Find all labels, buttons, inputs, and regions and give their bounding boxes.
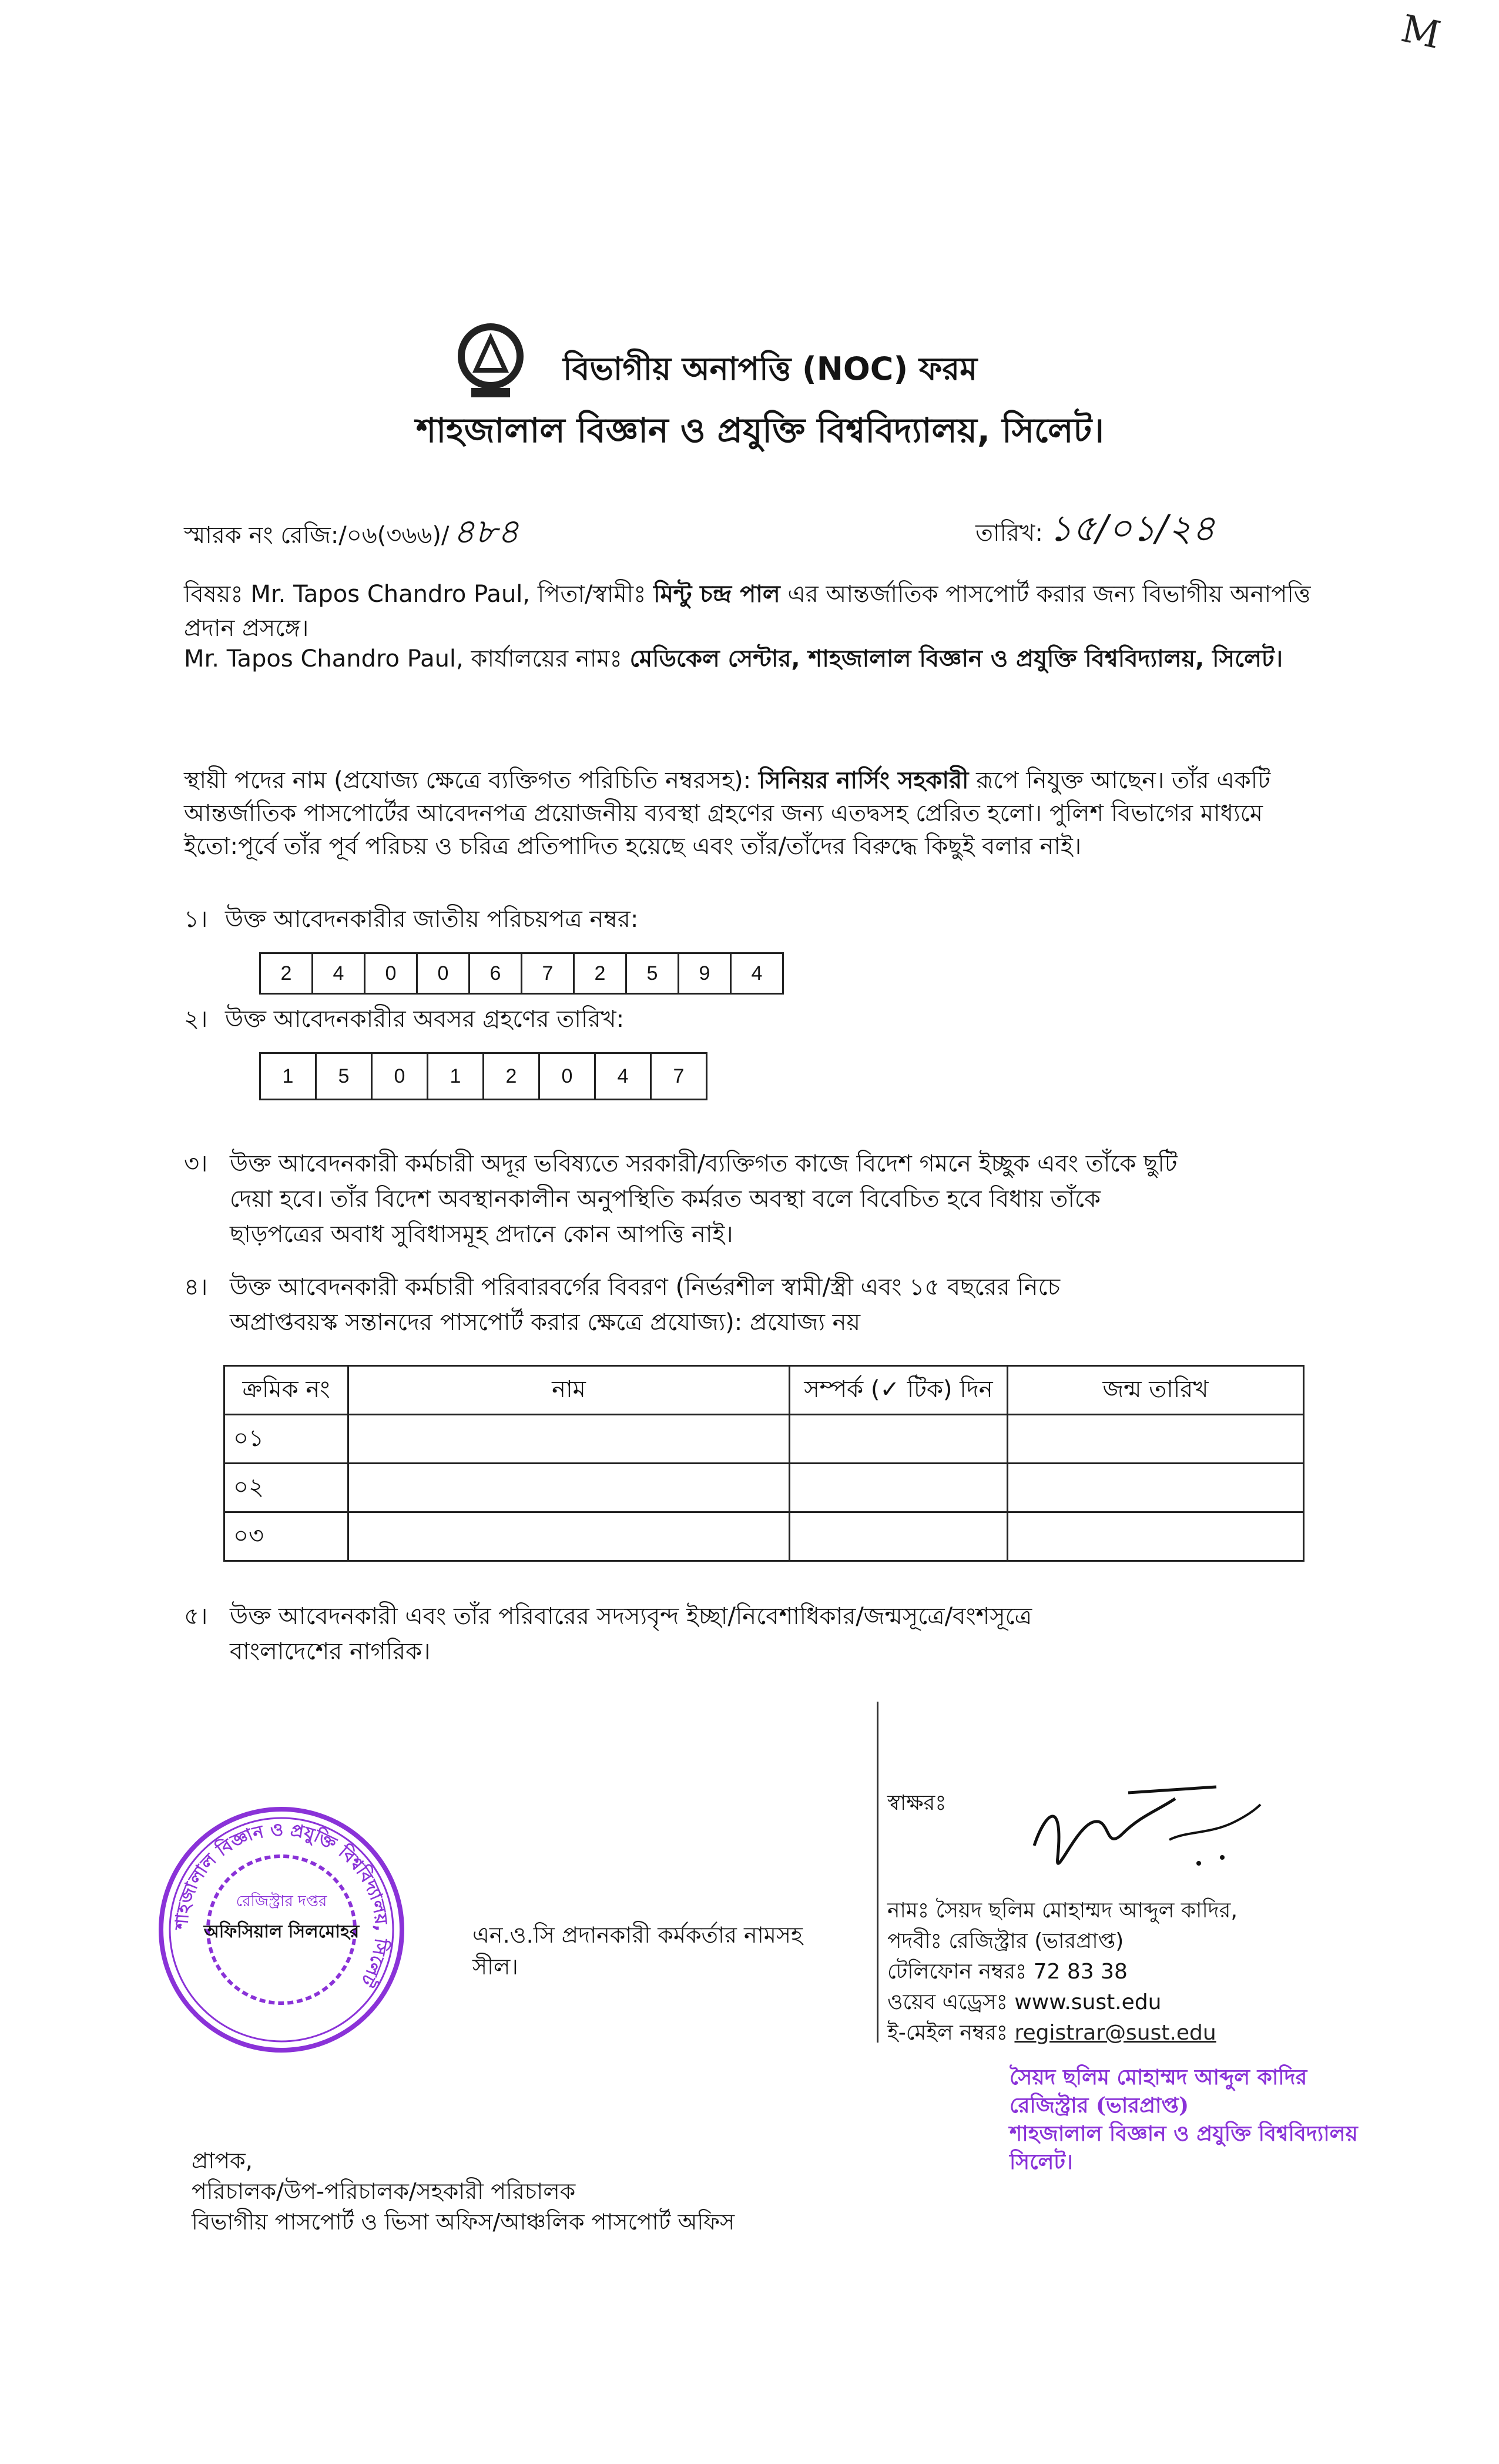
- stamp-line: শাহজালাল বিজ্ঞান ও প্রযুক্তি বিশ্ববিদ্যালয়: [1010, 2121, 1358, 2146]
- recipient-line: প্রাপক,: [192, 2148, 253, 2174]
- family-details-table: [223, 1365, 1305, 1562]
- nid-number-boxes: [261, 952, 784, 995]
- retirement-digit: 2: [482, 1052, 540, 1100]
- table-cell: [790, 1464, 1008, 1512]
- retirement-digit: 4: [594, 1052, 652, 1100]
- university-name: শাহজালাল বিজ্ঞান ও প্রযুক্তি বিশ্ববিদ্যালয়, সিলেট।: [416, 410, 1104, 450]
- date-field: [975, 501, 1215, 561]
- nid-digit: 0: [416, 952, 470, 995]
- recipient-line: বিভাগীয় পাসপোর্ট ও ভিসা অফিস/আঞ্চলিক পাসপোর্ট অফিস: [192, 2209, 735, 2235]
- nid-digit: 0: [364, 952, 418, 995]
- item-4: [184, 1270, 1300, 1340]
- recipient-block: [192, 2145, 735, 2237]
- office-name: মেডিকেল সেন্টার, শাহজালাল বিজ্ঞান ও প্রযুক্তি বিশ্ববিদ্যালয়, সিলেট।: [629, 645, 1283, 672]
- item-4-line-1: উক্ত আবেদনকারী কর্মচারী পরিবারবর্গের বিবরণ (নির্ভরশীল স্বামী/স্ত্রী এবং ১৫ বছরের নিচে: [230, 1274, 1061, 1301]
- stamp-line: রেজিস্ট্রার (ভারপ্রাপ্ত): [1010, 2093, 1189, 2118]
- nid-digit: 4: [311, 952, 365, 995]
- item-3-line-3: ছাড়পত্রের অবাধ সুবিধাসমূহ প্রদানে কোন আপত্তি নাই।: [230, 1221, 733, 1248]
- retirement-date-boxes: [261, 1052, 707, 1100]
- retirement-digit: 5: [315, 1052, 373, 1100]
- father-name: মিন্টু চন্দ্র পাল: [653, 581, 780, 608]
- recipient-line: পরিচালক/উপ-পরিচালক/সহকারী পরিচালক: [192, 2178, 576, 2204]
- table-cell: ০২: [224, 1464, 348, 1512]
- item-3: [184, 1146, 1300, 1252]
- item-1-number: ১।: [184, 906, 208, 933]
- table-cell: [1008, 1415, 1304, 1464]
- email-link[interactable]: registrar@sust.edu: [1014, 2021, 1216, 2045]
- office-line: [184, 642, 1312, 676]
- stamp-line: সৈয়দ ছলিম মোহাম্মদ আব্দুল কাদির: [1010, 2065, 1307, 2090]
- signatory-details: [887, 1896, 1238, 2048]
- table-cell: [1008, 1464, 1304, 1512]
- column-header: জন্ম তারিখ: [1008, 1366, 1304, 1415]
- designation-stamp: [1010, 2063, 1358, 2176]
- office-prefix: Mr. Tapos Chandro Paul, কার্যালয়ের নামঃ: [184, 645, 630, 672]
- table-cell: [348, 1464, 790, 1512]
- seal-ring-text: শাহজালাল বিজ্ঞান ও প্রযুক্তি বিশ্ববিদ্যালয়, সিলেট: [171, 1819, 392, 1990]
- email-row: [887, 2018, 1238, 2048]
- body-prefix: স্থায়ী পদের নাম (প্রযোজ্য ক্ষেত্রে ব্যক্তিগত পরিচিতি নম্বরসহ):: [184, 767, 759, 794]
- table-cell: ০৩: [224, 1512, 348, 1561]
- table-header-row: [224, 1366, 1304, 1415]
- memo-number: [184, 505, 519, 563]
- nid-digit: 6: [468, 952, 522, 995]
- item-2: [184, 1002, 624, 1037]
- column-header: সম্পর্ক (✓ টিক) দিন: [790, 1366, 1008, 1415]
- column-header: ক্রমিক নং: [224, 1366, 348, 1415]
- signatory-designation: পদবীঃ রেজিস্ট্রার (ভারপ্রাপ্ত): [887, 1929, 1124, 1953]
- corner-page-mark: M: [1397, 6, 1444, 58]
- signature-label: স্বাক্ষরঃ: [887, 1791, 947, 1815]
- item-5-line-2: বাংলাদেশের নাগরিক।: [230, 1638, 431, 1665]
- subject-line: [184, 577, 1312, 645]
- nid-digit: 9: [678, 952, 732, 995]
- item-3-line-1: উক্ত আবেদনকারী কর্মচারী অদূর ভবিষ্যতে সরকারী/ব্যক্তিগত কাজে বিদেশ গমনে ইচ্ছুক এবং তাঁকে ছুটি: [230, 1150, 1178, 1177]
- body-paragraph: [184, 764, 1312, 863]
- table-row: [224, 1464, 1304, 1512]
- date-label: তারিখ:: [975, 520, 1043, 547]
- item-3-line-2: দেয়া হবে। তাঁর বিদেশ অবস্থানকালীন অনুপস্থিতি কর্মরত অবস্থা বলে বিবেচিত হবে বিধায় তাঁকে: [230, 1186, 1101, 1213]
- university-logo-icon: [455, 319, 527, 400]
- item-4-number: ৪।: [184, 1274, 208, 1301]
- vertical-divider: [877, 1702, 878, 2043]
- seal-caption: এন.ও.সি প্রদানকারী কর্মকর্তার নামসহ সীল।: [472, 1922, 803, 1980]
- retirement-digit: 0: [371, 1052, 428, 1100]
- table-row: [224, 1415, 1304, 1464]
- subject-prefix: বিষয়ঃ Mr. Tapos Chandro Paul, পিতা/স্বামীঃ: [184, 581, 654, 608]
- table-cell: [348, 1512, 790, 1561]
- nid-digit: 2: [259, 952, 313, 995]
- retirement-digit: 1: [259, 1052, 317, 1100]
- item-3-number: ৩।: [184, 1150, 208, 1177]
- nid-digit: 2: [573, 952, 627, 995]
- body-suffix: রূপে নিযুক্ত আছেন। তাঁর একটি আন্তর্জাতিক পাসপোর্টের আবেদনপত্র প্রয়োজনীয় ব্যবস্থা গ্রহণের জন্য এতদ্বসহ প্রেরিত হলো। পুলিশ বিভাগের মাধ্যমে ইতো:পূর্বে তাঁর পূর্ব পরিচয় ও চরিত্র প্রতিপাদিত হয়েছে এবং তাঁর/তাঁদের বিরুদ্ধে কিছুই বলার নাই।: [184, 767, 1271, 860]
- retirement-digit: 0: [538, 1052, 596, 1100]
- official-seal-icon: [155, 1803, 408, 2056]
- signatory-name: নামঃ সৈয়দ ছলিম মোহাম্মদ আব্দুল কাদির,: [887, 1899, 1238, 1923]
- item-1: [184, 902, 638, 937]
- nid-digit: 5: [625, 952, 679, 995]
- column-header: নাম: [348, 1366, 790, 1415]
- memo-handwritten-number: ৪৮৪: [452, 511, 519, 551]
- seal-inner-text: রেজিস্ট্রার দপ্তর: [236, 1893, 327, 1910]
- handwritten-signature-icon: [1022, 1775, 1269, 1899]
- table-cell: [790, 1512, 1008, 1561]
- item-5: [184, 1599, 1300, 1669]
- email-label: ই-মেইল নম্বরঃ: [887, 2021, 1015, 2045]
- nid-digit: 4: [730, 952, 784, 995]
- memo-label: স্মারক নং রেজি:/০৬(৩৬৬)/: [184, 522, 450, 549]
- item-5-number: ৫।: [184, 1603, 208, 1630]
- nid-digit: 7: [521, 952, 575, 995]
- seal-label: অফিসিয়াল সিলমোহর: [203, 1921, 360, 1942]
- stamp-line: সিলেট।: [1010, 2150, 1073, 2174]
- item-2-number: ২।: [184, 1006, 208, 1033]
- subject-suffix: এর আন্তর্জাতিক পাসপোর্ট করার জন্য বিভাগীয় অনাপত্তি প্রদান প্রসঙ্গে।: [184, 581, 1311, 642]
- website: ওয়েব এড্রেসঃ www.sust.edu: [887, 1990, 1162, 2014]
- table-row: [224, 1512, 1304, 1561]
- post-name: সিনিয়র নার্সিং সহকারী: [758, 767, 969, 794]
- retirement-digit: 1: [427, 1052, 484, 1100]
- table-cell: ০১: [224, 1415, 348, 1464]
- table-cell: [790, 1415, 1008, 1464]
- table-cell: [1008, 1512, 1304, 1561]
- retirement-digit: 7: [650, 1052, 707, 1100]
- table-cell: [348, 1415, 790, 1464]
- form-title: বিভাগীয় অনাপত্তি (NOC) ফরম: [563, 350, 978, 387]
- item-1-label: উক্ত আবেদনকারীর জাতীয় পরিচয়পত্র নম্বর:: [225, 906, 639, 933]
- telephone: টেলিফোন নম্বরঃ 72 83 38: [887, 1960, 1128, 1984]
- item-4-line-2: অপ্রাপ্তবয়স্ক সন্তানদের পাসপোর্ট করার ক্ষেত্রে প্রযোজ্য): প্রযোজ্য নয়: [230, 1309, 861, 1336]
- date-handwritten-value: ১৫/০১/২৪: [1048, 507, 1216, 550]
- item-2-label: উক্ত আবেদনকারীর অবসর গ্রহণের তারিখ:: [225, 1006, 625, 1033]
- item-5-line-1: উক্ত আবেদনকারী এবং তাঁর পরিবারের সদস্যবৃন্দ ইচ্ছা/নিবেশাধিকার/জন্মসূত্রে/বংশসূত্রে: [230, 1603, 1032, 1630]
